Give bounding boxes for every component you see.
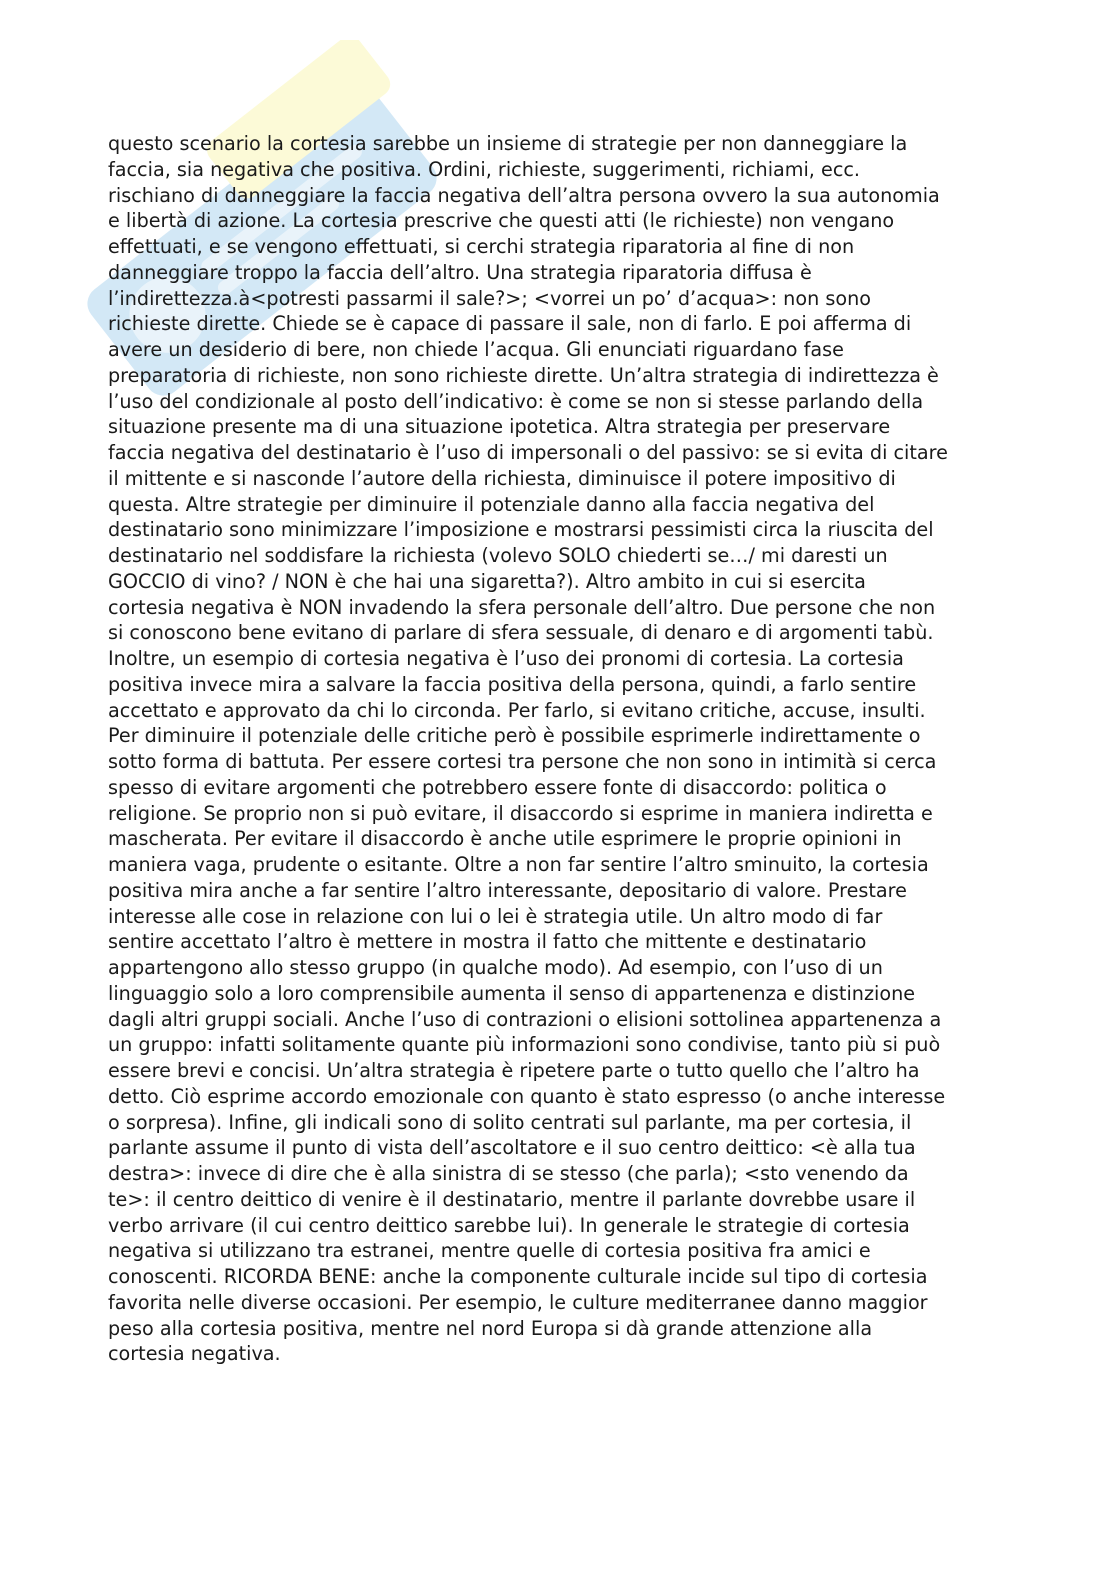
text-line: positiva invece mira a salvare la faccia positiva della persona, quindi, a farlo sentire xyxy=(108,672,917,696)
text-line: te>: il centro deittico di venire è il destinatario, mentre il parlante dovrebbe usare il xyxy=(108,1187,916,1211)
text-line: cortesia negativa. xyxy=(108,1342,281,1366)
text-line: appartengono allo stesso gruppo (in qualche modo). Ad esempio, con l’uso di un xyxy=(108,956,883,979)
text-line: linguaggio solo a loro comprensibile aumenta il senso di appartenenza e distinzione xyxy=(108,981,916,1005)
text-line: Inoltre, un esempio di cortesia negativa è l’uso dei pronomi di cortesia. La cortesia xyxy=(108,647,904,670)
text-line: l’uso del condizionale al posto dell’indicativo: è come se non si stesse parlando della xyxy=(108,389,924,413)
text-line: situazione presente ma di una situazione ipotetica. Altra strategia per preservare xyxy=(108,415,891,439)
text-line: rischiano di danneggiare la faccia negativa dell’altra persona ovvero la sua autonomia xyxy=(108,183,940,207)
text-line: GOCCIO di vino? / NON è che hai una sigaretta?). Altro ambito in cui si esercita xyxy=(108,569,866,593)
text-line: essere brevi e concisi. Un’altra strategia è ripetere parte o tutto quello che l’altro ha xyxy=(108,1059,920,1082)
text-line: verbo arrivare (il cui centro deittico sarebbe lui). In generale le strategie di cortesia xyxy=(108,1213,910,1237)
text-line: positiva mira anche a far sentire l’altro interessante, depositario di valore. Prestare xyxy=(108,878,907,902)
text-line: questa. Altre strategie per diminuire il potenziale danno alla faccia negativa del xyxy=(108,492,875,516)
text-line: spesso di evitare argomenti che potrebbero essere fonte di disaccordo: politica o xyxy=(108,775,887,799)
text-line: faccia negativa del destinatario è l’uso di impersonali o del passivo: se si evita di citare xyxy=(108,441,948,464)
text-line: maniera vaga, prudente o esitante. Oltre a non far sentire l’altro sminuito, la cortesia xyxy=(108,853,929,876)
text-line: destinatario sono minimizzare l’imposizione e mostrarsi pessimisti circa la riuscita del xyxy=(108,518,934,542)
body-text xyxy=(108,131,1013,1367)
text-line: Per diminuire il potenziale delle critiche però è possibile esprimerle indirettamente o xyxy=(108,724,921,748)
text-line: cortesia negativa è NON invadendo la sfera personale dell’altro. Due persone che non xyxy=(108,595,936,619)
text-line: dagli altri gruppi sociali. Anche l’uso di contrazioni o elisioni sottolinea appartenenza a xyxy=(108,1007,942,1031)
text-line: interesse alle cose in relazione con lui o lei è strategia utile. Un altro modo di far xyxy=(108,904,883,928)
text-line: danneggiare troppo la faccia dell’altro. Una strategia riparatoria diffusa è xyxy=(108,260,812,284)
text-line: conoscenti. RICORDA BENE: anche la componente culturale incide sul tipo di cortesia xyxy=(108,1265,928,1288)
text-line: mascherata. Per evitare il disaccordo è anche utile esprimere le proprie opinioni in xyxy=(108,827,902,851)
text-line: negativa si utilizzano tra estranei, mentre quelle di cortesia positiva fra amici e xyxy=(108,1239,871,1263)
text-line: effettuati, e se vengono effettuati, si cerchi strategia riparatoria al fine di non xyxy=(108,235,855,258)
text-line: destinatario nel soddisfare la richiesta (volevo SOLO chiederti se…/ mi daresti un xyxy=(108,544,888,567)
text-line: parlante assume il punto di vista dell’ascoltatore e il suo centro deittico: <è alla tua xyxy=(108,1136,916,1160)
text-line: faccia, sia negativa che positiva. Ordini, richieste, suggerimenti, richiami, ecc. xyxy=(108,157,861,181)
text-line: richieste dirette. Chiede se è capace di passare il sale, non di farlo. E poi afferma di xyxy=(108,312,912,336)
text-line: un gruppo: infatti solitamente quante più informazioni sono condivise, tanto più si può xyxy=(108,1033,941,1057)
text-line: si conoscono bene evitano di parlare di sfera sessuale, di denaro e di argomenti tabù. xyxy=(108,621,934,645)
text-line: sotto forma di battuta. Per essere cortesi tra persone che non sono in intimità si cerca xyxy=(108,750,937,773)
text-line: preparatoria di richieste, non sono richieste dirette. Un’altra strategia di indirettezza è xyxy=(108,363,939,387)
text-line: e libertà di azione. La cortesia prescrive che questi atti (le richieste) non vengano xyxy=(108,209,895,233)
text-line: favorita nelle diverse occasioni. Per esempio, le culture mediterranee danno maggior xyxy=(108,1290,928,1314)
text-line: religione. Se proprio non si può evitare, il disaccordo si esprime in maniera indiretta e xyxy=(108,801,933,825)
text-line: questo scenario la cortesia sarebbe un insieme di strategie per non danneggiare la xyxy=(108,132,908,155)
text-line: accettato e approvato da chi lo circonda. Per farlo, si evitano critiche, accuse, insulti. xyxy=(108,698,926,722)
text-line: peso alla cortesia positiva, mentre nel nord Europa si dà grande attenzione alla xyxy=(108,1316,873,1340)
text-line: destra>: invece di dire che è alla sinistra di se stesso (che parla); <sto venendo da xyxy=(108,1162,909,1185)
text-line: il mittente e si nasconde l’autore della richiesta, diminuisce il potere impositivo di xyxy=(108,466,896,490)
text-line: o sorpresa). Infine, gli indicali sono di solito centrati sul parlante, ma per cortesia, il xyxy=(108,1110,912,1134)
text-line: avere un desiderio di bere, non chiede l’acqua. Gli enunciati riguardano fase xyxy=(108,338,844,361)
text-line: l’indirettezza.à<potresti passarmi il sale?>; <vorrei un po’ d’acqua>: non sono xyxy=(108,286,871,310)
text-line: detto. Ciò esprime accordo emozionale con quanto è stato espresso (o anche interesse xyxy=(108,1084,946,1108)
text-line: sentire accettato l’altro è mettere in mostra il fatto che mittente e destinatario xyxy=(108,930,867,954)
